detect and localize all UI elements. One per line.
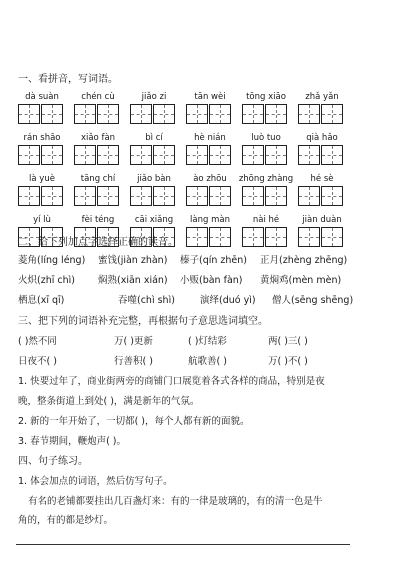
section4-title: 四、句子练习。 bbox=[18, 456, 88, 467]
tianzige-box[interactable] bbox=[242, 227, 264, 247]
tianzige-box[interactable] bbox=[321, 186, 343, 206]
tianzige-box[interactable] bbox=[321, 145, 343, 165]
question-1-line-a: 1. 快要过年了，商业街两旁的商铺门口展览着各式各样的商品，特别是夜 bbox=[18, 376, 325, 387]
question-3: 3. 春节期间，鞭炮声( )。 bbox=[18, 436, 127, 447]
reading-item: 焖熟(xiān xián) bbox=[98, 275, 168, 286]
section4-question-1: 1. 体会加点的词语，然后仿写句子。 bbox=[18, 476, 173, 487]
section1-title: 一、看拼音，写词语。 bbox=[18, 74, 118, 85]
pinyin-label: xiǎo fàn bbox=[80, 133, 116, 143]
pinyin-label: luò tuo bbox=[251, 133, 281, 143]
word-cell bbox=[14, 133, 70, 171]
pinyin-label: nài hé bbox=[252, 215, 280, 225]
word-cell bbox=[14, 92, 70, 130]
writing-boxes bbox=[74, 145, 120, 165]
tianzige-box[interactable] bbox=[18, 186, 40, 206]
pinyin-label: ào zhōu bbox=[193, 174, 227, 184]
word-cell bbox=[238, 174, 294, 212]
reading-item: 榛子(qín zhēn) bbox=[180, 255, 247, 266]
writing-boxes bbox=[186, 104, 232, 124]
idiom-blank: 两( )三( ) bbox=[268, 336, 308, 347]
writing-boxes bbox=[242, 104, 288, 124]
answer-line bbox=[16, 544, 350, 545]
writing-boxes bbox=[130, 145, 176, 165]
pinyin-label: jiǎo zi bbox=[141, 92, 167, 102]
pinyin-label: zhǎ yǎn bbox=[305, 92, 339, 102]
writing-boxes bbox=[298, 186, 344, 206]
word-cell bbox=[238, 215, 294, 253]
reading-item: 火炽(zhī chì) bbox=[18, 275, 75, 286]
writing-boxes bbox=[186, 186, 232, 206]
word-cell bbox=[70, 92, 126, 130]
writing-boxes bbox=[130, 186, 176, 206]
tianzige-box[interactable] bbox=[74, 104, 96, 124]
pinyin-row bbox=[14, 92, 354, 130]
word-cell bbox=[70, 133, 126, 171]
word-cell bbox=[126, 92, 182, 130]
idiom-blank: ( )灯结彩 bbox=[188, 336, 227, 347]
pinyin-label: hè nián bbox=[194, 133, 226, 143]
writing-boxes bbox=[74, 186, 120, 206]
writing-boxes bbox=[18, 145, 64, 165]
tianzige-box[interactable] bbox=[209, 104, 231, 124]
idiom-blank: 万( )不( ) bbox=[268, 356, 308, 367]
word-cell bbox=[294, 133, 350, 171]
pinyin-label: là yuè bbox=[29, 174, 55, 184]
tianzige-box[interactable] bbox=[74, 186, 96, 206]
tianzige-box[interactable] bbox=[186, 104, 208, 124]
pinyin-label: fèi téng bbox=[81, 215, 115, 225]
idiom-blank: 日夜不( ) bbox=[18, 356, 57, 367]
writing-boxes bbox=[186, 227, 232, 247]
reading-item: 黄焖鸡(mèn mèn) bbox=[260, 275, 342, 286]
word-cell bbox=[294, 215, 350, 253]
word-cell bbox=[182, 174, 238, 212]
pinyin-label: hé sè bbox=[310, 174, 334, 184]
pinyin-label: yí lù bbox=[33, 215, 51, 225]
pinyin-label: làng màn bbox=[190, 215, 230, 225]
tianzige-box[interactable] bbox=[130, 186, 152, 206]
idiom-blank: ( )然不同 bbox=[18, 336, 57, 347]
tianzige-box[interactable] bbox=[41, 186, 63, 206]
word-cell bbox=[238, 133, 294, 171]
writing-boxes bbox=[242, 186, 288, 206]
section2-title: 二、给下列加点字选择正确的读音。 bbox=[18, 237, 178, 248]
writing-boxes bbox=[242, 227, 288, 247]
pinyin-row bbox=[14, 174, 354, 212]
tianzige-box[interactable] bbox=[321, 227, 343, 247]
tianzige-box[interactable] bbox=[298, 186, 320, 206]
tianzige-box[interactable] bbox=[153, 186, 175, 206]
tianzige-box[interactable] bbox=[153, 145, 175, 165]
tianzige-box[interactable] bbox=[298, 104, 320, 124]
tianzige-box[interactable] bbox=[242, 145, 264, 165]
reading-item: 小贩(bàn fàn) bbox=[180, 275, 243, 286]
pinyin-label: bì cí bbox=[145, 133, 163, 143]
reading-item: 僧人(sēng shēng) bbox=[272, 295, 354, 306]
pinyin-label: tāng chí bbox=[80, 174, 116, 184]
pinyin-label: chén cù bbox=[81, 92, 115, 102]
word-cell bbox=[238, 92, 294, 130]
pinyin-label: zhōng zhàng bbox=[238, 174, 294, 184]
tianzige-box[interactable] bbox=[74, 145, 96, 165]
word-cell bbox=[294, 174, 350, 212]
tianzige-box[interactable] bbox=[97, 145, 119, 165]
tianzige-box[interactable] bbox=[209, 145, 231, 165]
tianzige-box[interactable] bbox=[130, 104, 152, 124]
writing-boxes bbox=[18, 104, 64, 124]
tianzige-box[interactable] bbox=[18, 145, 40, 165]
tianzige-box[interactable] bbox=[97, 104, 119, 124]
tianzige-box[interactable] bbox=[41, 145, 63, 165]
word-cell bbox=[14, 174, 70, 212]
word-cell bbox=[182, 133, 238, 171]
reading-item: 栖息(xī qī) bbox=[18, 295, 65, 306]
pinyin-label: jiàn duàn bbox=[302, 215, 342, 225]
writing-boxes bbox=[74, 104, 120, 124]
question-2: 2. 新的一年开始了，一切都( )，每个人都有新的面貌。 bbox=[18, 416, 250, 427]
tianzige-box[interactable] bbox=[97, 186, 119, 206]
writing-boxes bbox=[18, 186, 64, 206]
pinyin-label: tōng xiāo bbox=[246, 92, 286, 102]
tianzige-box[interactable] bbox=[209, 227, 231, 247]
pinyin-row bbox=[14, 133, 354, 171]
reading-item: 菱角(líng léng) bbox=[18, 255, 86, 266]
tianzige-box[interactable] bbox=[321, 104, 343, 124]
pinyin-label: dà suàn bbox=[25, 92, 59, 102]
tianzige-box[interactable] bbox=[153, 104, 175, 124]
tianzige-box[interactable] bbox=[265, 145, 287, 165]
pinyin-label: tān wèi bbox=[194, 92, 226, 102]
writing-boxes bbox=[298, 227, 344, 247]
tianzige-box[interactable] bbox=[130, 145, 152, 165]
writing-boxes bbox=[130, 104, 176, 124]
tianzige-box[interactable] bbox=[265, 186, 287, 206]
writing-boxes bbox=[298, 104, 344, 124]
writing-boxes bbox=[186, 145, 232, 165]
tianzige-box[interactable] bbox=[41, 104, 63, 124]
writing-boxes bbox=[298, 145, 344, 165]
idiom-blank: 航歌善( ) bbox=[188, 356, 227, 367]
tianzige-box[interactable] bbox=[209, 186, 231, 206]
tianzige-box[interactable] bbox=[298, 145, 320, 165]
tianzige-box[interactable] bbox=[242, 186, 264, 206]
tianzige-box[interactable] bbox=[242, 104, 264, 124]
writing-boxes bbox=[242, 145, 288, 165]
tianzige-box[interactable] bbox=[18, 104, 40, 124]
tianzige-box[interactable] bbox=[186, 186, 208, 206]
reading-item: 正月(zhèng zhēng) bbox=[260, 255, 348, 266]
section3-title: 三、把下列的词语补充完整，再根据句子意思选词填空。 bbox=[18, 316, 268, 327]
example-sentence-line-a: 有名的老铺都要挂出几百盏灯来：有的一律是玻璃的，有的清一色是牛 bbox=[28, 496, 323, 507]
tianzige-box[interactable] bbox=[298, 227, 320, 247]
pinyin-label: cāi xiǎng bbox=[134, 215, 174, 225]
word-cell bbox=[294, 92, 350, 130]
question-1-line-b: 晚，整条街道上到处( )，满是新年的气氛。 bbox=[18, 396, 200, 407]
word-cell bbox=[126, 133, 182, 171]
word-cell bbox=[126, 174, 182, 212]
example-sentence-line-b: 角的，有的都是纱灯。 bbox=[18, 515, 114, 526]
idiom-blank: 万( )更新 bbox=[114, 336, 153, 347]
reading-item: 蜜饯(jiàn zhàn) bbox=[98, 255, 168, 266]
idiom-blank: 行善积( ) bbox=[114, 356, 153, 367]
word-cell bbox=[70, 174, 126, 212]
tianzige-box[interactable] bbox=[265, 227, 287, 247]
tianzige-box[interactable] bbox=[186, 145, 208, 165]
pinyin-label: qià hǎo bbox=[306, 133, 338, 143]
pinyin-label: jiǎo bàn bbox=[137, 174, 171, 184]
tianzige-box[interactable] bbox=[186, 227, 208, 247]
tianzige-box[interactable] bbox=[265, 104, 287, 124]
reading-item: 演绎(duó yì) bbox=[200, 295, 256, 306]
reading-item: 吞噬(chì shì) bbox=[118, 295, 175, 306]
word-cell bbox=[182, 92, 238, 130]
pinyin-label: rán shāo bbox=[23, 133, 61, 143]
word-cell bbox=[182, 215, 238, 253]
